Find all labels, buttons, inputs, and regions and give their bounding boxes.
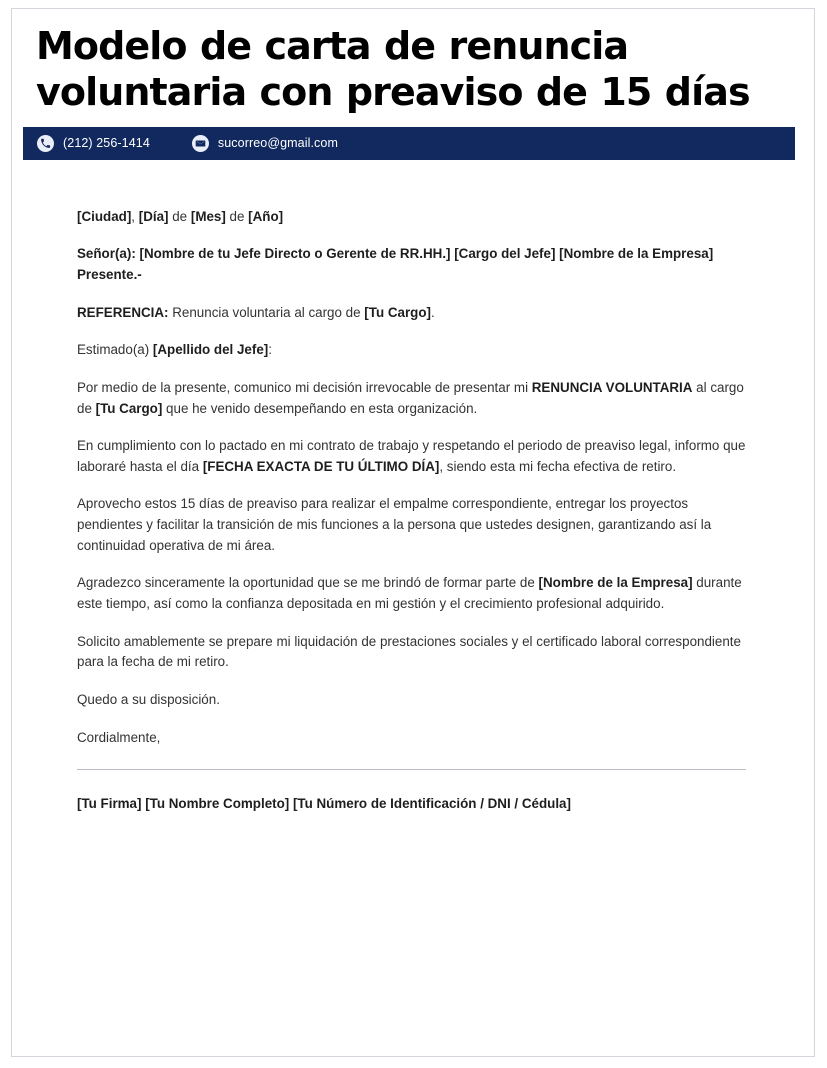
paragraph-1-part-1: Por medio de la presente, comunico mi decisión irrevocable de presentar mi [77, 379, 532, 395]
date-sep-3: de [225, 208, 249, 224]
paragraph-2 [77, 436, 752, 477]
paragraph-5: Solicito amablemente se prepare mi liquidación de prestaciones sociales y el certificado laboral correspondiente para la fecha de mi retiro. [77, 633, 741, 670]
letter-body [12, 160, 814, 815]
phone-icon [37, 135, 54, 152]
paragraph-2-bold-1: [FECHA EXACTA DE TU ÚLTIMO DÍA] [202, 458, 440, 474]
salutation-lead: Estimado(a) [77, 342, 153, 358]
date-month: [Mes] [190, 208, 226, 224]
contact-phone[interactable] [37, 135, 150, 152]
document-page [11, 8, 815, 1057]
paragraph-2-part-1: En cumplimiento con lo pactado en mi contrato de trabajo y respetando el periodo de preaviso legal, informo que laboraré hasta el día [77, 438, 746, 474]
contact-bar [23, 127, 795, 160]
paragraph-1-bold-2: [Tu Cargo] [95, 400, 163, 416]
addressee-block [77, 244, 752, 285]
date-line [77, 207, 752, 228]
date-year: [Año] [248, 208, 284, 224]
paragraph-1-part-3: que he venido desempeñando en esta organización. [162, 400, 478, 416]
reference-role: [Tu Cargo] [364, 304, 431, 320]
paragraph-3: Aprovecho estos 15 días de preaviso para realizar el empalme correspondiente, entregar los proyectos pendientes y facilitar la transición de mis funciones a la persona que ustedes designen, garantizando así la continuidad operativa de mi área. [77, 496, 712, 553]
contact-email[interactable] [192, 135, 338, 152]
salutation-end: : [268, 342, 272, 358]
paragraph-1 [77, 378, 752, 419]
date-sep-2: de [168, 208, 191, 224]
paragraph-6: Quedo a su disposición. [77, 691, 220, 707]
salutation-line [77, 340, 752, 361]
signature-line: [Tu Firma] [Tu Nombre Completo] [Tu Número de Identificación / DNI / Cédula] [77, 796, 571, 812]
email-address: sucorreo@gmail.com [217, 135, 338, 150]
date-sep-1: , [131, 208, 139, 224]
reference-line [77, 303, 752, 324]
reference-end: . [431, 304, 435, 320]
paragraph-1-bold-1: RENUNCIA VOLUNTARIA [531, 379, 693, 395]
envelope-icon [192, 135, 209, 152]
document-content [12, 9, 814, 815]
reference-text: Renuncia voluntaria al cargo de [168, 304, 365, 320]
phone-number: (212) 256-1414 [63, 135, 150, 150]
paragraph-2-part-2: , siendo esta mi fecha efectiva de retiro. [439, 458, 677, 474]
page-title: Modelo de carta de renuncia voluntaria con preaviso de 15 días [36, 24, 750, 115]
signature-rule [77, 769, 746, 770]
closing-line: Cordialmente, [77, 729, 161, 745]
date-city: [Ciudad] [77, 208, 132, 224]
addressee-text: Señor(a): [Nombre de tu Jefe Directo o Gerente de RR.HH.] [Cargo del Jefe] [Nombre de la Empresa] Presente.- [77, 246, 714, 282]
paragraph-4 [77, 573, 752, 614]
date-day: [Día] [138, 208, 169, 224]
reference-label: REFERENCIA: [77, 304, 169, 320]
paragraph-4-part-2: durante este tiempo, así como la confianza depositada en mi gestión y el crecimiento profesional adquirido. [77, 575, 742, 612]
paragraph-1-part-2: al cargo de [77, 379, 744, 416]
paragraph-4-part-1: Agradezco sinceramente la oportunidad que se me brindó de formar parte de [77, 575, 539, 591]
salutation-name: [Apellido del Jefe] [152, 342, 269, 358]
paragraph-4-bold-1: [Nombre de la Empresa] [538, 575, 693, 591]
